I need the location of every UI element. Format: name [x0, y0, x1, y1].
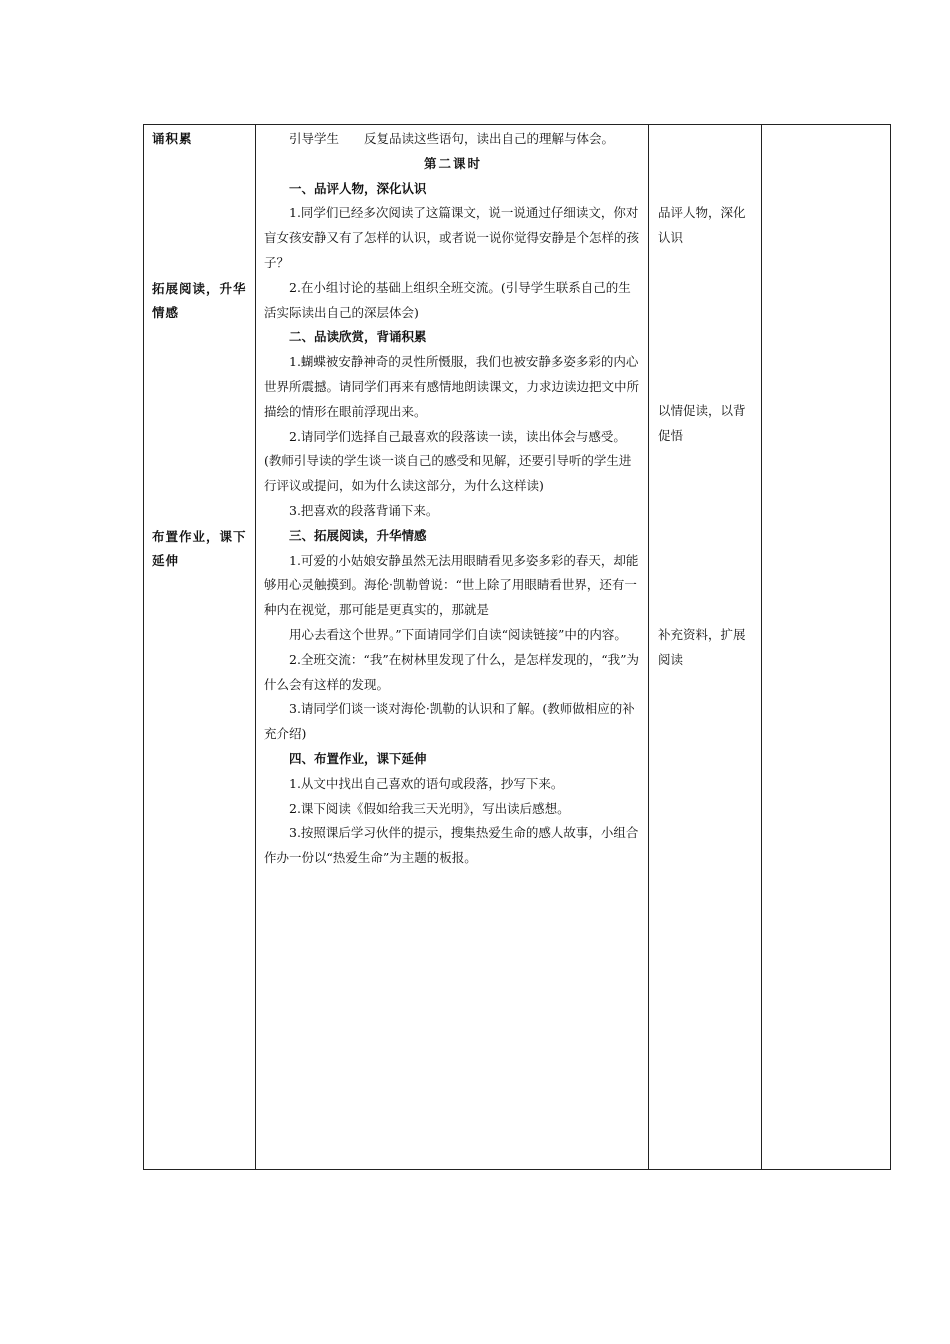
paragraph: 1.同学们已经多次阅读了这篇课文，说一说通过仔细读文，你对盲女孩安静又有了怎样的认识，或者说一说你觉得安静是个怎样的孩子？	[264, 205, 640, 270]
paragraph: 2.全班交流：“我”在树林里发现了什么，是怎样发现的，“我”为什么会有这样的发现。	[264, 651, 639, 692]
design-note: 以情促读，以背促悟	[658, 403, 746, 443]
paragraph: 2.课下阅读《假如给我三天光明》，写出读后感想。	[289, 800, 570, 816]
lesson-title: 第二课时	[423, 155, 482, 171]
paragraph: 用心去看这个世界。”下面请同学们自读“阅读链接”中的内容。	[289, 626, 627, 642]
column-divider	[761, 125, 762, 1169]
lesson-plan-table	[143, 124, 891, 1170]
section-heading: 二、品读欣赏，背诵积累	[289, 329, 427, 345]
column-divider	[648, 125, 649, 1169]
paragraph: 2.在小组讨论的基础上组织全班交流。(引导学生联系自己的生活实际读出自己的深层体会)	[264, 279, 631, 320]
paragraph: 1.可爱的小姑娘安静虽然无法用眼睛看见多姿多彩的春天，却能够用心灵触摸到。海伦·凯勒曾说：“世上除了用眼睛看世界，还有一种内在视觉，那可能是更真实的，那就是	[264, 552, 639, 618]
paragraph: 3.请同学们谈一谈对海伦·凯勒的认识和了解。(教师做相应的补充介绍)	[264, 701, 635, 742]
design-note: 品评人物，深化认识	[658, 205, 746, 245]
paragraph: 2.请同学们选择自己最喜欢的段落读一读，读出体会与感受。(教师引导读的学生谈一谈自己的感受和见解，还要引导听的学生进行评议或提问，如为什么读这部分，为什么这样读)	[264, 428, 632, 494]
lesson-content	[264, 127, 642, 871]
paragraph: 1.蝴蝶被安静神奇的灵性所慑服，我们也被安静多姿多彩的内心世界所震撼。请同学们再来有感情地朗读课文，力求边读边把文中所描绘的情形在眼前浮现出来。	[264, 354, 640, 419]
section-heading: 一、品评人物，深化认识	[289, 180, 427, 196]
paragraph: 1.从文中找出自己喜欢的语句或段落，抄写下来。	[289, 775, 564, 791]
paragraph: 引导学生 反复品读这些语句，读出自己的理解与体会。	[289, 131, 615, 146]
design-note: 补充资料，扩展阅读	[658, 627, 746, 667]
paragraph: 3.按照课后学习伙伴的提示，搜集热爱生命的感人故事，小组合作办一份以“热爱生命”为主题的板报。	[264, 825, 639, 866]
section-heading: 三、拓展阅读，升华情感	[289, 527, 427, 543]
step-label: 布置作业，课下延伸	[152, 529, 247, 568]
step-label: 拓展阅读，升华情感	[152, 281, 247, 320]
step-label: 诵积累	[152, 131, 193, 146]
paragraph: 3.把喜欢的段落背诵下来。	[289, 502, 439, 518]
column-divider	[255, 125, 256, 1169]
section-heading: 四、布置作业，课下延伸	[289, 750, 427, 766]
